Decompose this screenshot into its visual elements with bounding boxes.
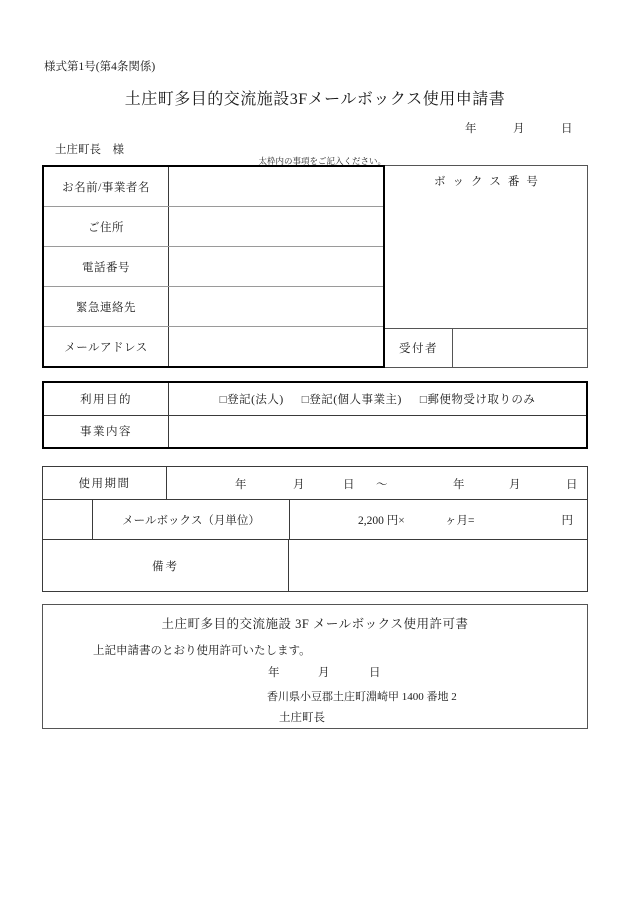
period-year-from-label: 年 bbox=[235, 479, 247, 491]
unit-price-label: 2,200 円× bbox=[358, 515, 405, 527]
yen-label: 円 bbox=[561, 515, 573, 527]
purpose-option-label: 郵便物受け取りのみ bbox=[427, 393, 536, 406]
business-description-label: 事業内容 bbox=[44, 416, 169, 448]
permit-date-month-label: 月 bbox=[318, 667, 330, 679]
name-input-cell[interactable] bbox=[169, 167, 383, 206]
permit-date-day-label: 日 bbox=[369, 667, 381, 679]
address-input-cell[interactable] bbox=[169, 207, 383, 246]
office-use-panel bbox=[385, 165, 588, 368]
emergency-contact-field-label: 緊急連絡先 bbox=[44, 287, 169, 326]
permit-statement: 上記申請書のとおり使用許可いたします。 bbox=[93, 645, 311, 657]
fee-calculation-cell[interactable] bbox=[290, 500, 587, 539]
purpose-options bbox=[169, 383, 586, 415]
period-day-to-label: 日 bbox=[566, 479, 578, 491]
table-row bbox=[44, 167, 383, 206]
table-row bbox=[44, 415, 586, 448]
business-description-input-cell[interactable] bbox=[169, 416, 586, 448]
purpose-label: 利用目的 bbox=[44, 383, 169, 415]
usage-period-label: 使用期間 bbox=[43, 467, 167, 499]
usage-table bbox=[42, 466, 588, 592]
page-title: 土庄町多目的交流施設3Fメールボックス使用申請書 bbox=[124, 91, 506, 108]
receptionist-label: 受付者 bbox=[385, 329, 453, 367]
email-field-label: メールアドレス bbox=[44, 327, 169, 366]
table-row bbox=[44, 286, 383, 326]
checkbox-icon[interactable]: □ bbox=[419, 393, 428, 406]
usage-period-row bbox=[43, 467, 587, 500]
period-year-to-label: 年 bbox=[453, 479, 465, 491]
period-day-from-label: 日 bbox=[343, 479, 355, 491]
checkbox-icon[interactable]: □ bbox=[219, 393, 228, 406]
permit-title: 土庄町多目的交流施設 3F メールボックス使用許可書 bbox=[161, 617, 469, 631]
applicant-table bbox=[42, 165, 385, 368]
period-tilde: ～ bbox=[376, 479, 388, 491]
period-month-from-label: 月 bbox=[293, 479, 305, 491]
address-field-label: ご住所 bbox=[44, 207, 169, 246]
date-year-label: 年 bbox=[465, 123, 477, 135]
addressee: 土庄町長 様 bbox=[55, 144, 124, 156]
form-number: 様式第1号(第4条関係) bbox=[44, 61, 156, 73]
purpose-option-sole-proprietor[interactable] bbox=[302, 391, 402, 407]
email-input-cell[interactable] bbox=[169, 327, 383, 366]
table-row bbox=[44, 326, 383, 366]
box-number-cell[interactable] bbox=[385, 166, 587, 328]
fee-row bbox=[43, 500, 587, 540]
fill-instruction: 太枠内の事項をご記入ください。 bbox=[258, 156, 386, 166]
date-month-label: 月 bbox=[513, 123, 525, 135]
remarks-label: 備考 bbox=[43, 540, 289, 591]
application-date-line bbox=[0, 120, 630, 136]
remarks-input-cell[interactable] bbox=[289, 540, 587, 591]
period-month-to-label: 月 bbox=[509, 479, 521, 491]
purpose-option-label: 登記(法人) bbox=[227, 393, 284, 406]
table-row bbox=[44, 206, 383, 246]
table-row bbox=[44, 383, 586, 415]
box-number-label: ボックス番号 bbox=[434, 176, 545, 188]
months-equals-label: ヶ月= bbox=[445, 515, 475, 527]
phone-field-label: 電話番号 bbox=[44, 247, 169, 286]
purpose-option-label: 登記(個人事業主) bbox=[309, 393, 402, 406]
name-field-label: お名前/事業者名 bbox=[44, 167, 169, 206]
table-row bbox=[44, 246, 383, 286]
receptionist-row bbox=[385, 328, 587, 367]
permit-date-line bbox=[43, 664, 587, 680]
purpose-option-mail-only[interactable] bbox=[420, 391, 535, 407]
receptionist-input-cell[interactable] bbox=[453, 329, 587, 367]
phone-input-cell[interactable] bbox=[169, 247, 383, 286]
mailbox-monthly-label: メールボックス（月単位） bbox=[93, 500, 290, 539]
purpose-option-corporate[interactable] bbox=[220, 391, 284, 407]
permit-box bbox=[42, 604, 588, 729]
date-day-label: 日 bbox=[561, 123, 573, 135]
fee-check-cell[interactable] bbox=[43, 500, 93, 539]
checkbox-icon[interactable]: □ bbox=[301, 393, 310, 406]
town-address: 香川県小豆郡土庄町淵崎甲 1400 番地 2 bbox=[267, 691, 457, 703]
remarks-row bbox=[43, 540, 587, 591]
permit-date-year-label: 年 bbox=[268, 667, 280, 679]
emergency-contact-input-cell[interactable] bbox=[169, 287, 383, 326]
usage-period-input-cell[interactable] bbox=[167, 467, 587, 499]
mayor-signature-label: 土庄町長 bbox=[279, 712, 325, 724]
purpose-table bbox=[42, 381, 588, 449]
